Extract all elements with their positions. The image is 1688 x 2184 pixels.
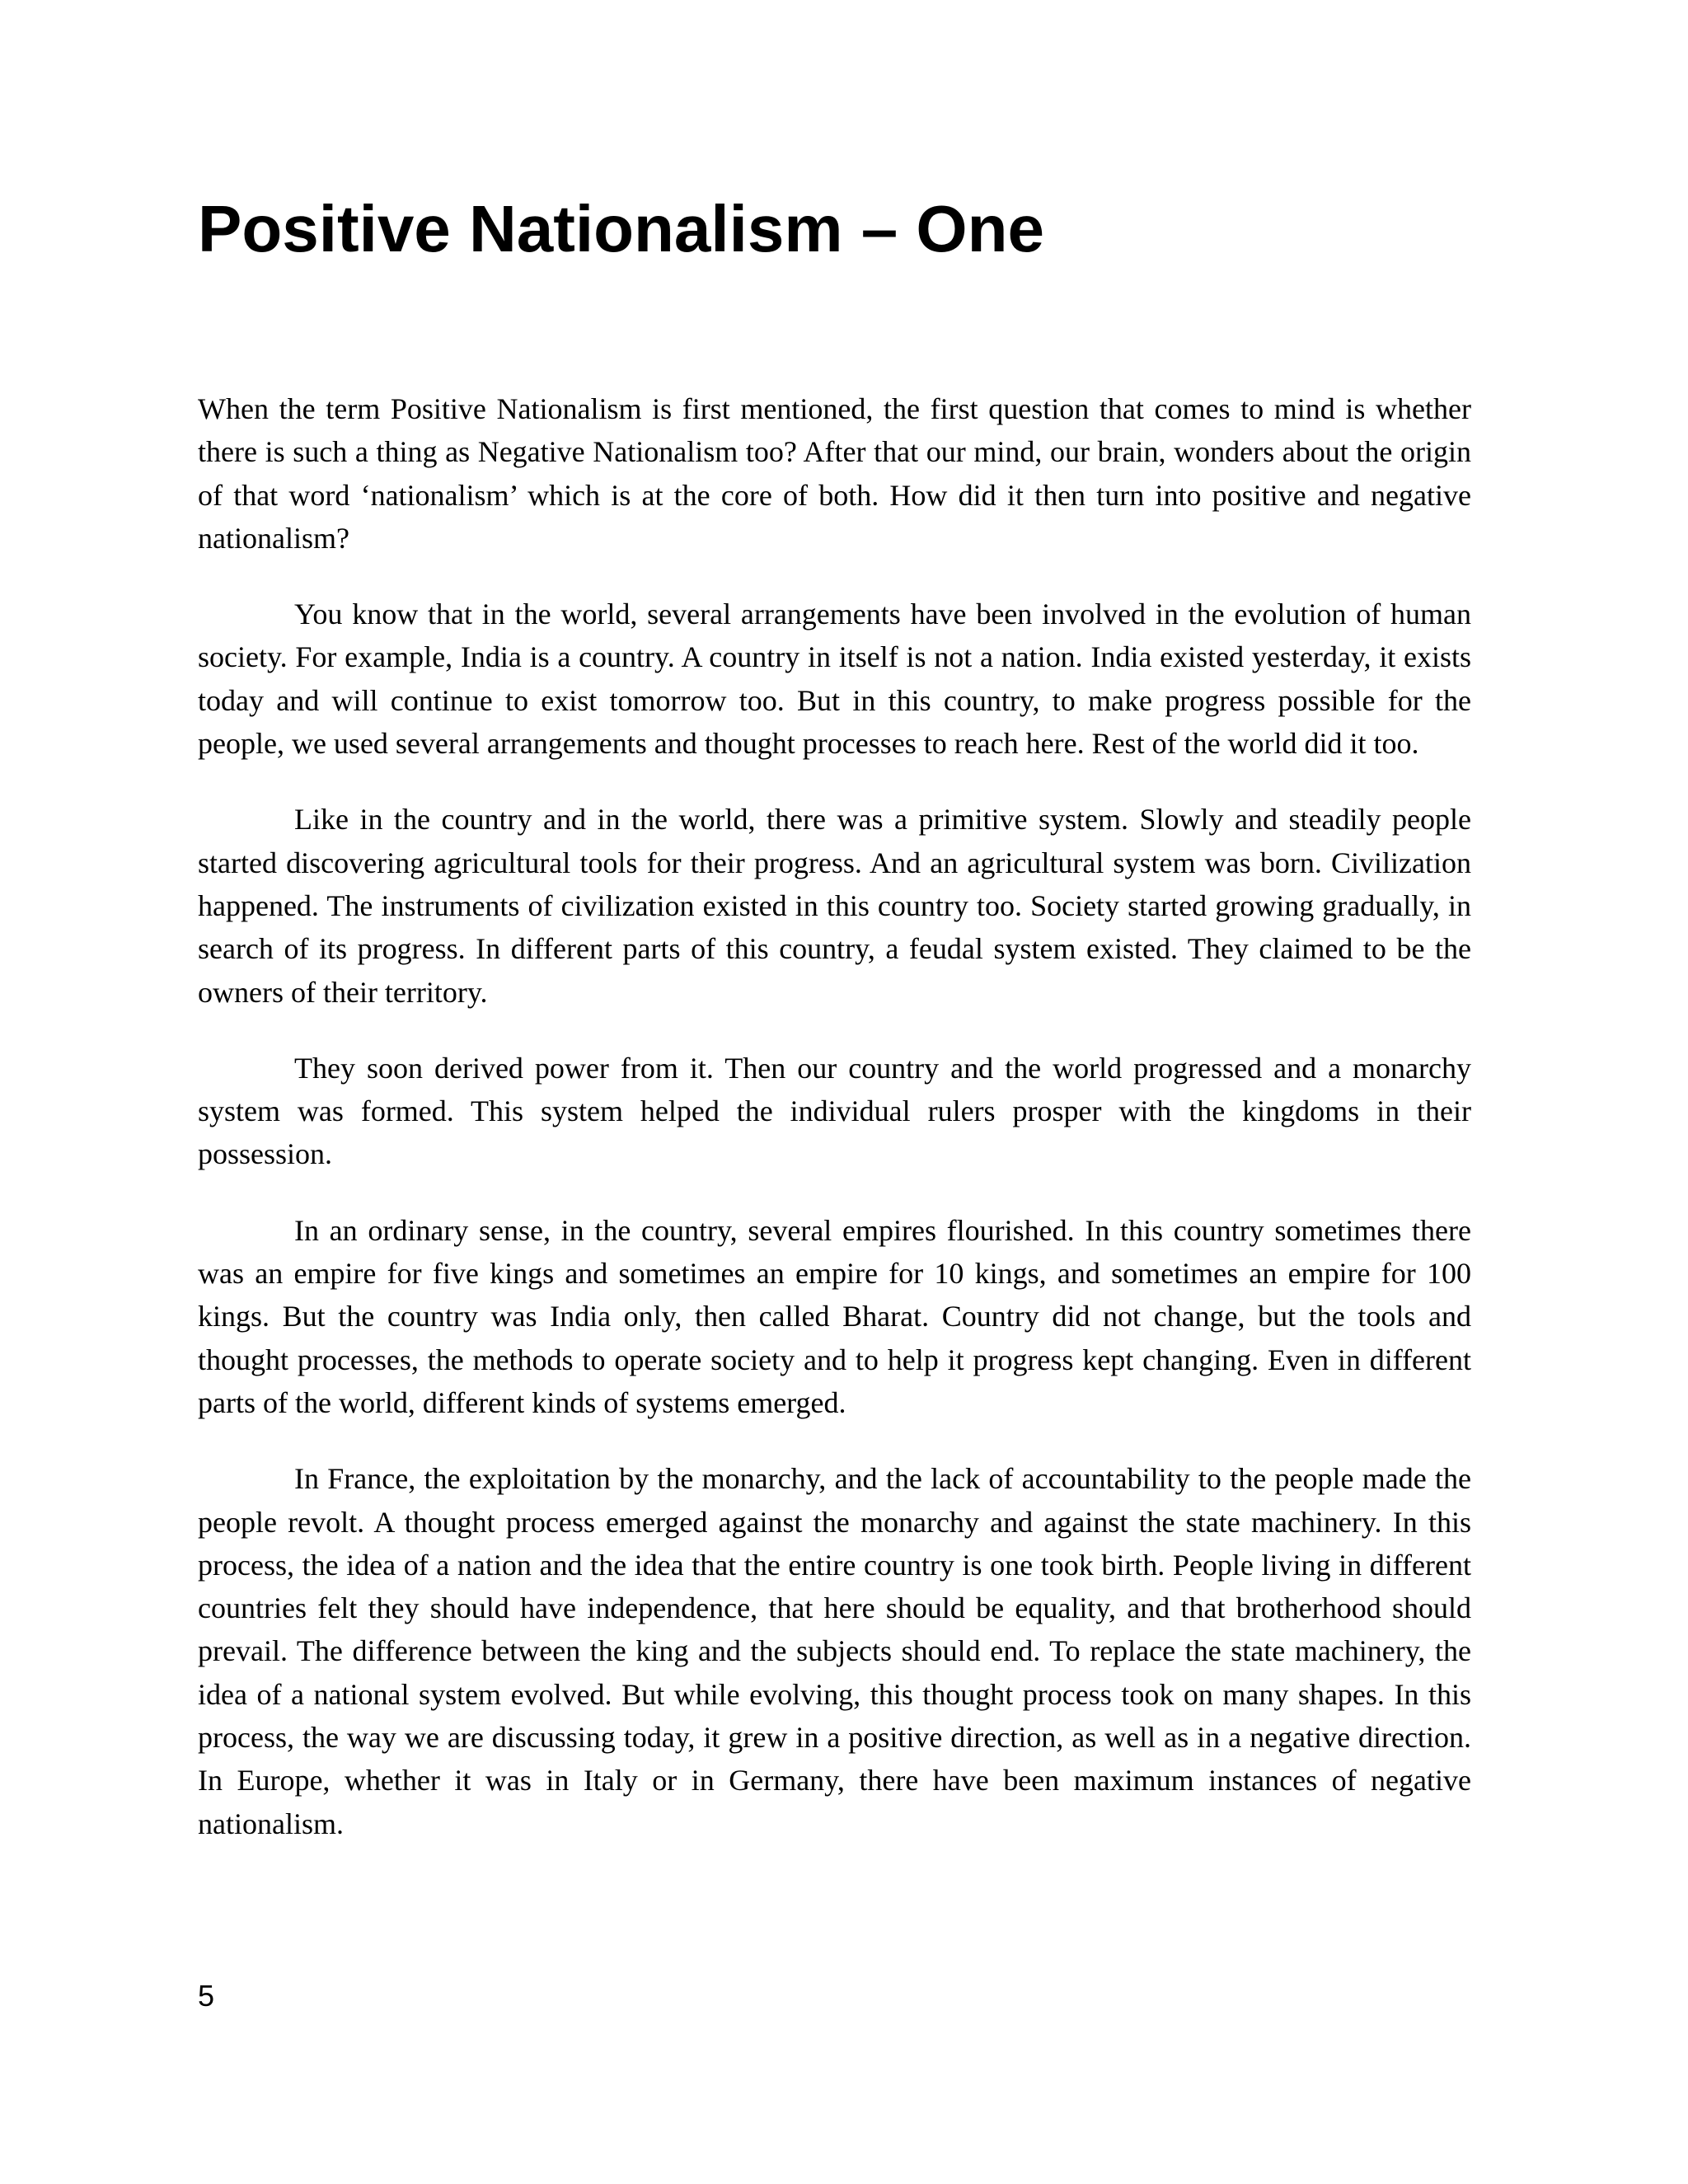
paragraph-4: They soon derived power from it. Then our country and the world progressed and a monarchy system was formed. This system helped the individual rulers prosper with the kingdoms in their possession. (198, 1051, 1471, 1171)
paragraph-2: You know that in the world, several arrangements have been involved in the evolution of human society. For example, India is a country. A country in itself is not a nation. India existed yesterday, it exists today and will continue to exist tomorrow too. But in this country, to make progress possible for the people, we used several arrangements and thought processes to reach here. Rest of the world did it too. (198, 598, 1471, 761)
paragraph-5: In an ordinary sense, in the country, several empires flourished. In this country sometimes there was an empire for five kings and sometimes an empire for 10 kings, and sometimes an empire for 100 kings. But the country was India only, then called Bharat. Country did not change, but the tools and thought processes, the methods to operate society and to help it progress kept changing. Even in different parts of the world, different kinds of systems emerged. (198, 1213, 1471, 1419)
paragraph-1: When the term Positive Nationalism is first mentioned, the first question that comes to mind is whether there is such a thing as Negative Nationalism too? After that our mind, our brain, wonders about the origin of that word ‘nationalism’ which is at the core of both. How did it then turn into positive and negative nationalism? (198, 392, 1471, 555)
paragraph-3: Like in the country and in the world, there was a primitive system. Slowly and steadily people started discovering agricultural tools for their progress. And an agricultural system was born. Civilization happened. The instruments of civilization existed in this country too. Society started growing gradually, in search of its progress. In different parts of this country, a feudal system existed. They claimed to be the owners of their territory. (198, 803, 1471, 1009)
body-text (198, 387, 1471, 1878)
page-number: 5 (198, 1979, 215, 2013)
paragraph-6: In France, the exploitation by the monarchy, and the lack of accountability to the people made the people revolt. A thought process emerged against the monarchy and against the state machinery. In this process, the idea of a nation and the idea that the entire country is one took birth. People living in different countries felt they should have independence, that here should be equality, and that brotherhood should prevail. The difference between the king and the subjects should end. To replace the state machinery, the idea of a national system evolved. But while evolving, this thought process took on many shapes. In this process, the way we are discussing today, it grew in a positive direction, as well as in a negative direction. In Europe, whether it was in Italy or in Germany, there have been maximum instances of negative nationalism. (198, 1462, 1471, 1840)
page-title: Positive Nationalism – One (198, 192, 1044, 265)
